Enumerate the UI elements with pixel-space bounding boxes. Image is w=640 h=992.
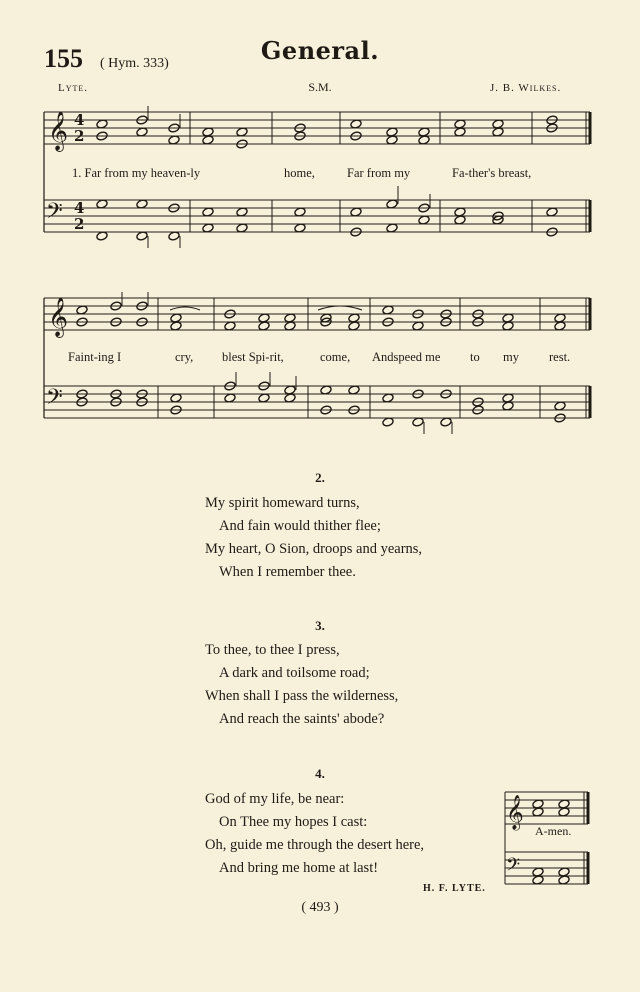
verse-number: 3. (315, 618, 325, 633)
treble-clef-icon: 𝄞 (48, 297, 69, 337)
lyric-s2-1: Faint-ing I (68, 350, 122, 364)
lyric-s2-8: rest. (549, 350, 571, 364)
treble-clef-icon: 𝄞 (48, 111, 69, 151)
bass-clef-icon: 𝄢 (46, 385, 63, 415)
verse-line: And reach the saints' abode? (219, 711, 385, 727)
verse-line: My spirit homeward turns, (205, 495, 360, 511)
lyric-s2-4: come, (320, 350, 351, 364)
verse-line: To thee, to thee I press, (205, 642, 340, 658)
amen-lyric: A-men. (535, 824, 572, 838)
time-signature-digit: 2 (74, 215, 85, 233)
treble-staff (44, 112, 590, 144)
author: H. F. LYTE. (423, 883, 486, 894)
hymn-number: 155 (44, 44, 83, 73)
page-number: ( 493 ) (301, 900, 339, 915)
lyric-s2-3: blest Spi-rit, (222, 350, 284, 364)
bass-staff (44, 200, 590, 232)
verse-line: And bring me home at last! (219, 860, 379, 876)
verse-line: When I remember thee. (219, 564, 356, 580)
verse-line: And fain would thither flee; (219, 518, 381, 534)
lyric-s2-7: my (503, 350, 519, 364)
bass-clef-icon: 𝄢 (506, 855, 521, 880)
verse-number: 4. (315, 766, 325, 781)
time-signature-digit: 4 (74, 111, 85, 129)
lyric-s1-1: 1. Far from my heaven-ly (72, 166, 201, 180)
treble-clef-icon: 𝄞 (506, 795, 524, 830)
lyric-s2-6: to (470, 350, 480, 364)
verse-line: On Thee my hopes I cast: (219, 814, 368, 830)
lyric-s1-4: Fa-ther's breast, (452, 166, 532, 180)
section-title: General. (260, 36, 380, 65)
slur (318, 306, 362, 310)
bass-clef-icon: 𝄢 (46, 199, 63, 229)
time-signature-digit: 2 (74, 127, 85, 145)
tune-name: Lyte. (58, 82, 89, 94)
lyric-s1-2: home, (284, 166, 315, 180)
verse-line: Oh, guide me through the desert here, (205, 837, 425, 853)
lyric-s2-2: cry, (175, 350, 194, 364)
lyric-s2-5: Andspeed me (372, 350, 441, 364)
verse-line: When shall I pass the wilderness, (205, 688, 399, 704)
meter: S.M. (308, 80, 332, 94)
verse-line: God of my life, be near: (205, 791, 345, 807)
verse-number: 2. (315, 470, 325, 485)
composer: J. B. Wilkes. (490, 82, 562, 94)
verse-line: A dark and toilsome road; (219, 665, 370, 681)
verse-line: My heart, O Sion, droops and yearns, (205, 541, 423, 557)
lyric-s1-3: Far from my (347, 166, 411, 180)
slur (170, 307, 200, 310)
hymn-reference: ( Hym. 333) (100, 56, 169, 71)
time-signature-digit: 4 (74, 199, 85, 217)
